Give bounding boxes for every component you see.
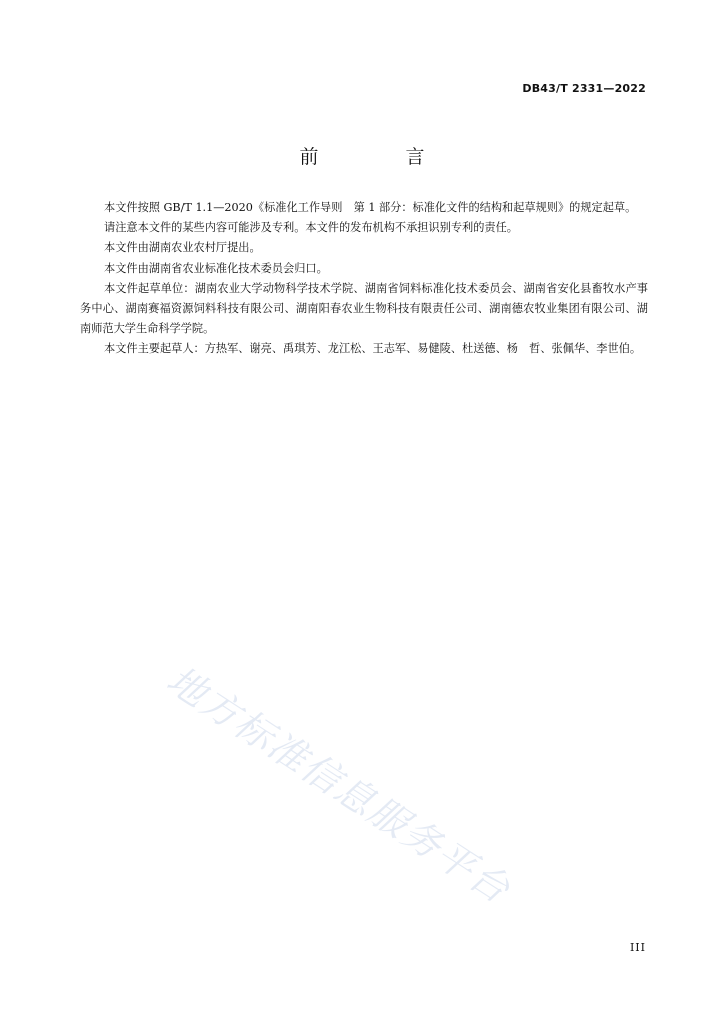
- foreword-body: [80, 198, 648, 360]
- page-title: 前 言: [299, 146, 459, 168]
- paragraph-patent-notice: 请注意本文件的某些内容可能涉及专利。本文件的发布机构不承担识别专利的责任。: [104, 221, 518, 235]
- paragraph-drafting-rules: 本文件按照 GB/T 1.1—2020《标准化工作导则 第 1 部分：标准化文件的结构和起草规则》的规定起草。: [104, 201, 637, 214]
- paragraph-drafters: 本文件主要起草人：方热军、谢亮、禹琪芳、龙江松、王志军、易健陵、杜送德、杨 哲、张佩华、李世伯。: [104, 342, 642, 356]
- paragraph-proposer: 本文件由湖南农业农村厅提出。: [104, 241, 261, 255]
- paragraph-drafting-units: 本文件起草单位：湖南农业大学动物科学技术学院、湖南省饲料标准化技术委员会、湖南省安化县畜牧水产事务中心、湖南赛福资源饲料科技有限公司、湖南阳春农业生物科技有限责任公司、湖南德农牧业集团有限公司、湖南师范大学生命科学学院。: [80, 281, 648, 336]
- watermark: 地方标准信息服务平台: [159, 657, 519, 913]
- standard-code: DB43/T 2331—2022: [522, 82, 646, 95]
- page-number: III: [629, 941, 646, 954]
- paragraph-administrator: 本文件由湖南省农业标准化技术委员会归口。: [104, 261, 328, 275]
